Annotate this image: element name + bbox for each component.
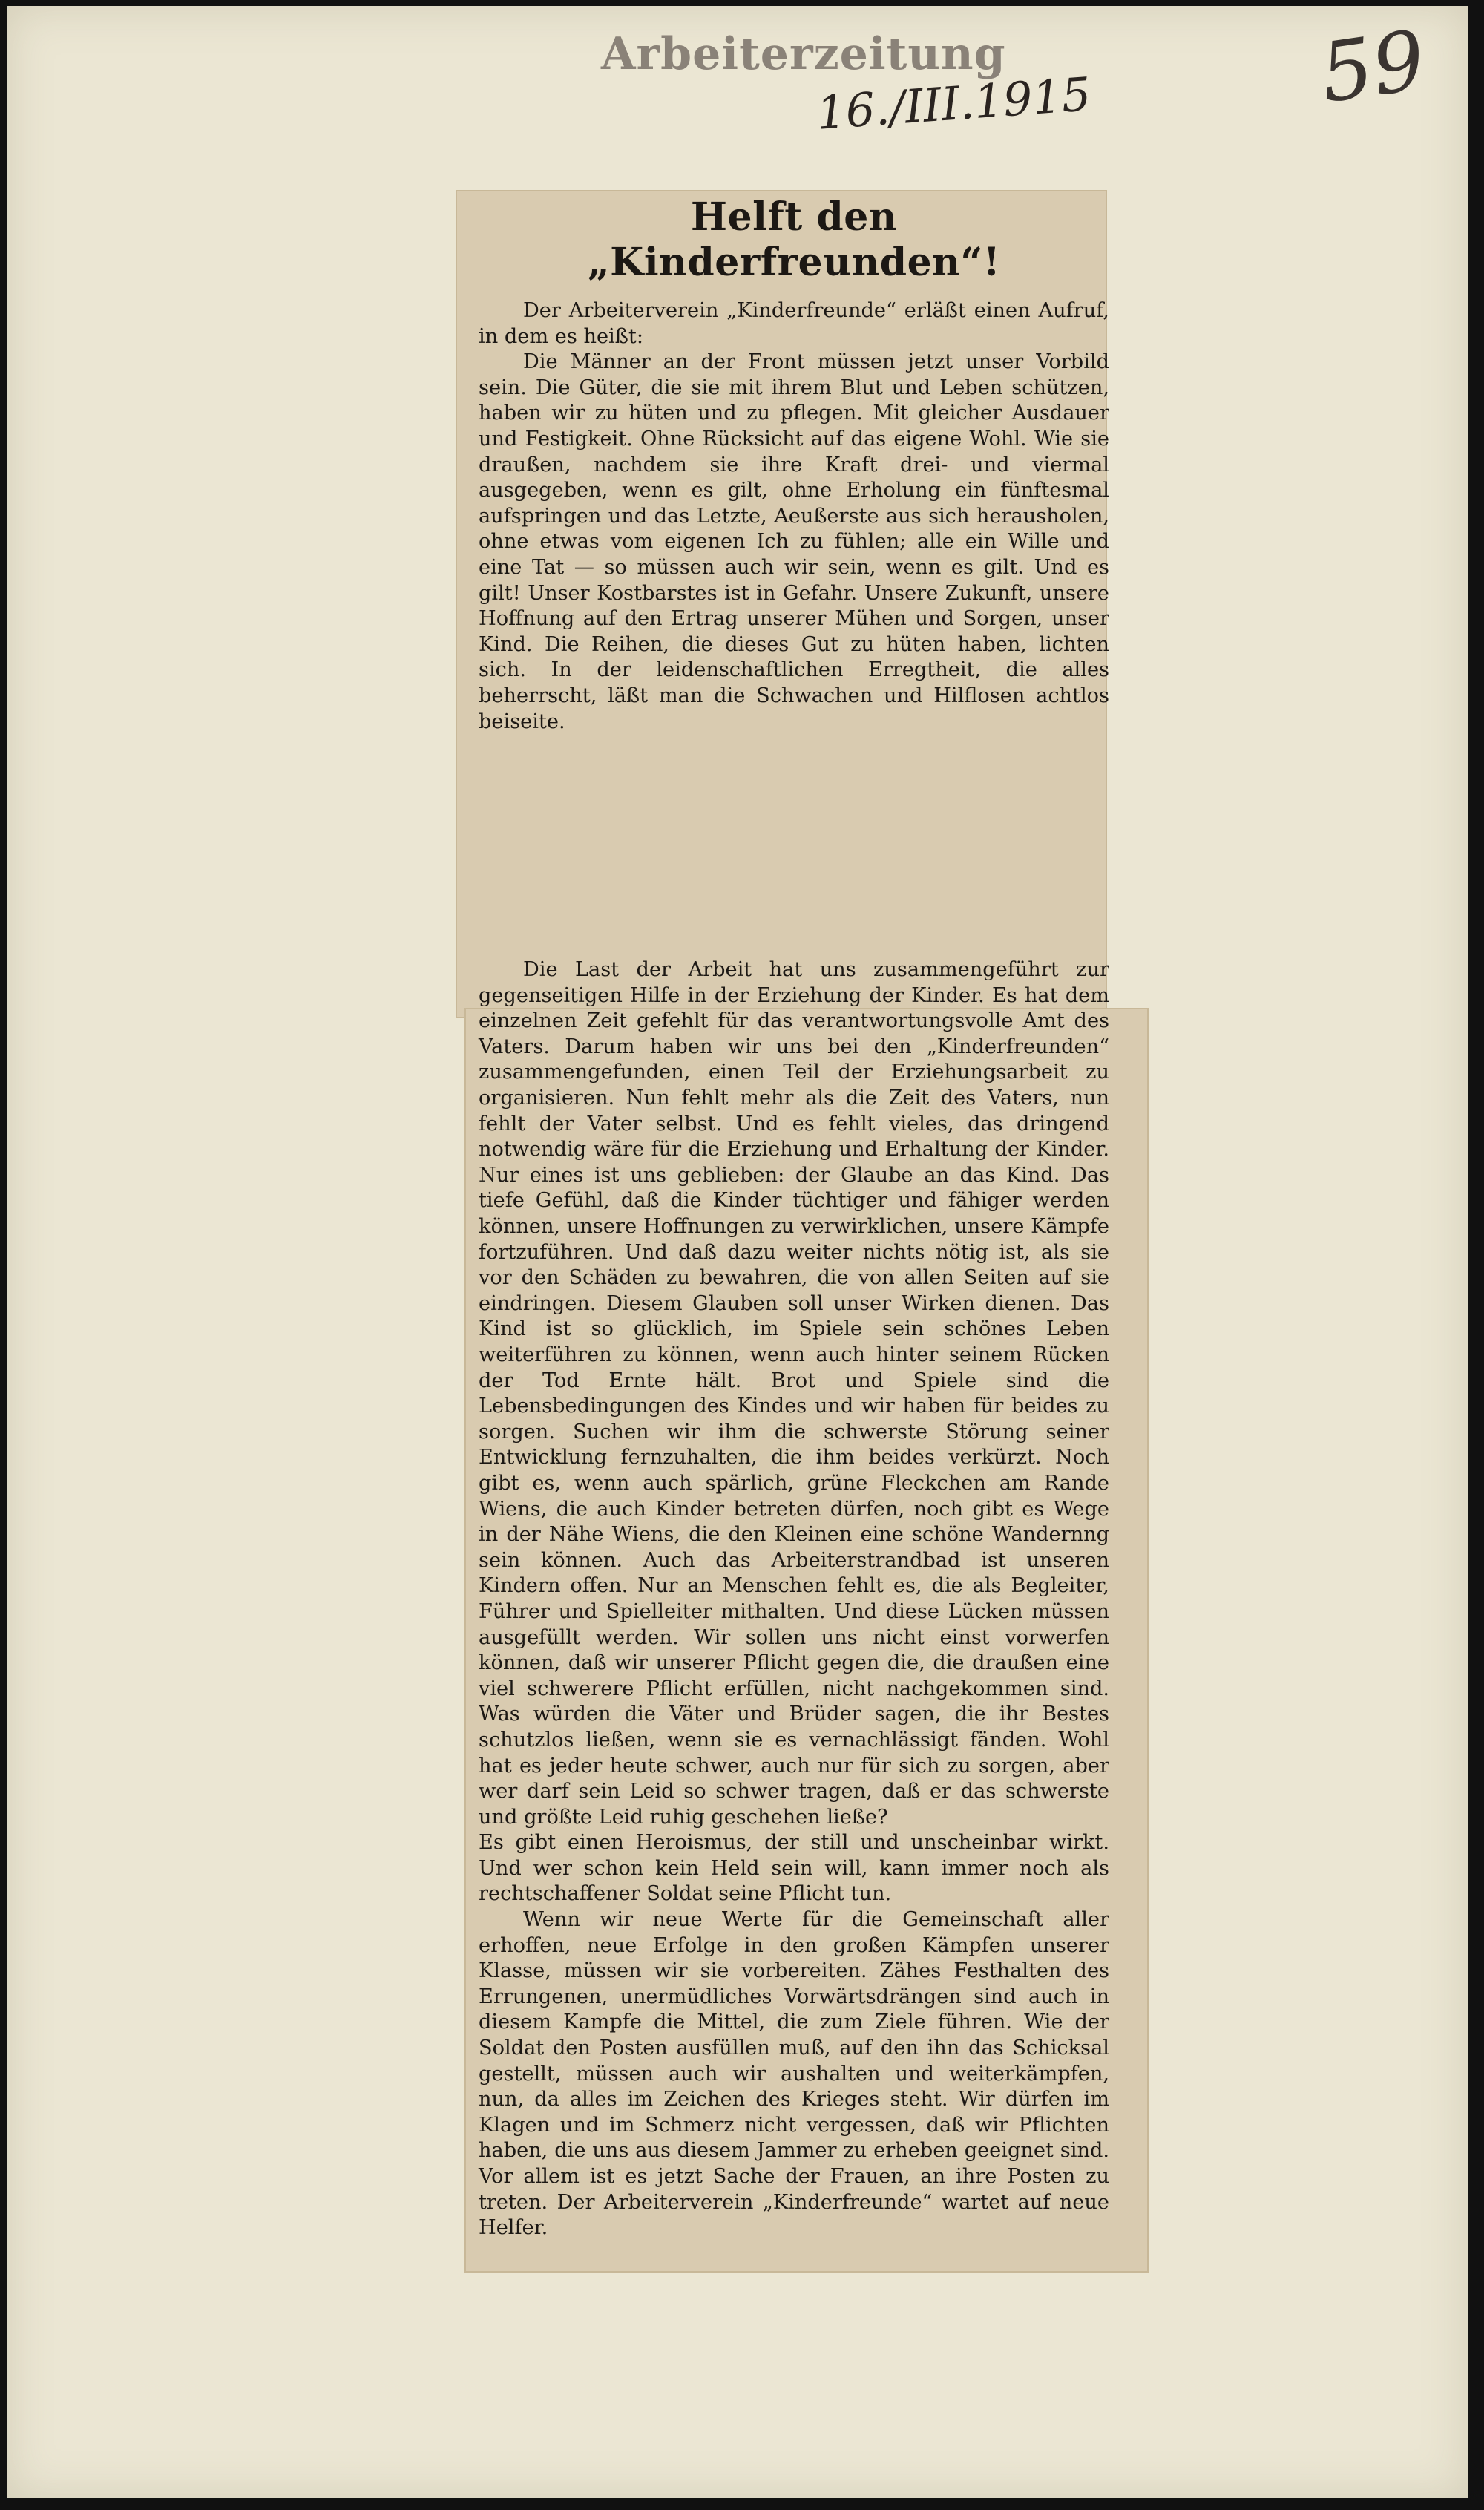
article-paragraph: Die Last der Arbeit hat uns zusammengeführt zur gegenseitigen Hilfe in der Erziehung der Kinder. Es hat dem einzelnen Zeit gefehlt für das verantwortungsvolle Amt des Vaters. Darum haben wir uns bei den „Kinderfreunden“ zusammengefunden, einen Teil der Erziehungsarbeit zu organisieren. Nun fehlt mehr als die Zeit des Vaters, nun fehlt der Vater selbst. Und es fehlt vieles, das dringend notwendig wäre für die Erziehung und Erhaltung der Kinder. Nur eines ist uns geblieben: der Glaube an das Kind. Das tiefe Gefühl, daß die Kinder tüchtiger und fähiger werden können, unsere Hoffnungen zu verwirklichen, unsere Kämpfe fortzuführen. Und daß dazu weiter nichts nötig ist, als sie vor den Schäden zu bewahren, die von allen Seiten auf sie eindringen. Diesem Glauben soll unser Wirken dienen. Das Kind ist so glücklich, im Spiele sein schönes Leben weiterführen zu können, wenn auch hinter seinem Rücken der Tod Ernte hält. Brot und Spiele sind die Lebensbedingungen des Kindes und wir haben für beides zu sorgen. Suchen wir ihm die schwerste Störung seiner Entwicklung fernzuhalten, die ihm beides verkürzt. Noch gibt es, wenn auch spärlich, grüne Fleckchen am Rande Wiens, die auch Kinder betreten dürfen, noch gibt es Wege in der Nähe Wiens, die den Kleinen eine schöne Wandernng sein können. Auch das Arbeiterstrandbad ist unseren Kindern offen. Nur an Menschen fehlt es, die als Begleiter, Führer und Spielleiter mithalten. Und diese Lücken müssen ausgefüllt werden. Wir sollen uns nicht einst vorwerfen können, daß wir unserer Pflicht gegen die, die draußen eine viel schwerere Pflicht erfüllen, nicht nachgekommen sind. Was würden die Väter und Brüder sagen, die ihr Bestes schutzlos ließen, wenn sie es vernachlässigt fänden. Wohl hat es jeder heute schwer, auch nur für sich zu sorgen, aber wer darf sein Leid so schwer tragen, daß er das schwerste und größte Leid ruhig geschehen ließe?	[479, 958, 1109, 1829]
article-headline: Helft den „Kinderfreunden“!	[587, 194, 1001, 285]
article-paragraph: Es gibt einen Heroismus, der still und unscheinbar wirkt. Und wer schon kein Held sein will, kann immer noch als rechtschaffener Soldat seine Pflicht tun.	[479, 1831, 1109, 1906]
article-paragraph: Die Männer an der Front müssen jetzt unser Vorbild sein. Die Güter, die sie mit ihrem Blut und Leben schützen, haben wir zu hüten und zu pflegen. Mit gleicher Ausdauer und Festigkeit. Ohne Rücksicht auf das eigene Wohl. Wie sie draußen, nachdem sie ihre Kraft drei- und viermal ausgegeben, wenn es gilt, ohne Erholung ein fünftesmal aufspringen und das Letzte, Aeußerste aus sich herausholen, ohne etwas vom eigenen Ich zu fühlen; alle ein Wille und eine Tat — so müssen auch wir sein, wenn es gilt. Und es gilt! Unser Kostbarstes ist in Gefahr. Unsere Zukunft, unsere Hoffnung auf den Ertrag unserer Mühen und Sorgen, unser Kind. Die Reihen, die dieses Gut zu hüten haben, lichten sich. In der leidenschaftlichen Erregtheit, die alles beherrscht, läßt man die Schwachen und Hilflosen achtlos beiseite.	[479, 350, 1109, 733]
article-paragraph: Der Arbeiterverein „Kinderfreunde“ erläßt einen Aufruf, in dem es heißt:	[479, 299, 1109, 348]
article-paragraph: Wenn wir neue Werte für die Gemeinschaft aller erhoffen, neue Erfolge in den großen Kämpfen unserer Klasse, müssen wir sie vorbereiten. Zähes Festhalten des Errungenen, unermüdliches Vorwärtsdrängen sind auch in diesem Kampfe die Mittel, die zum Ziele führen. Wie der Soldat den Posten ausfüllen muß, auf den ihn das Schicksal gestellt, müssen auch wir aushalten und weiterkämpfen, nun, da alles im Zeichen des Krieges steht. Wir dürfen im Klagen und im Schmerz nicht vergessen, daß wir Pflichten haben, die uns aus diesem Jammer zu erheben geeignet sind. Vor allem ist es jetzt Sache der Frauen, an ihre Posten zu treten. Der Arbeiterverein „Kinderfreunde“ wartet auf neue Helfer.	[479, 1908, 1109, 2240]
handwritten-page-number: 59	[1314, 12, 1431, 122]
publication-stamp: Arbeiterzeitung	[601, 28, 1006, 80]
clipping-gap	[479, 735, 1109, 957]
handwritten-date: 16./III.1915	[814, 67, 1093, 140]
newspaper-article	[479, 194, 1109, 2241]
